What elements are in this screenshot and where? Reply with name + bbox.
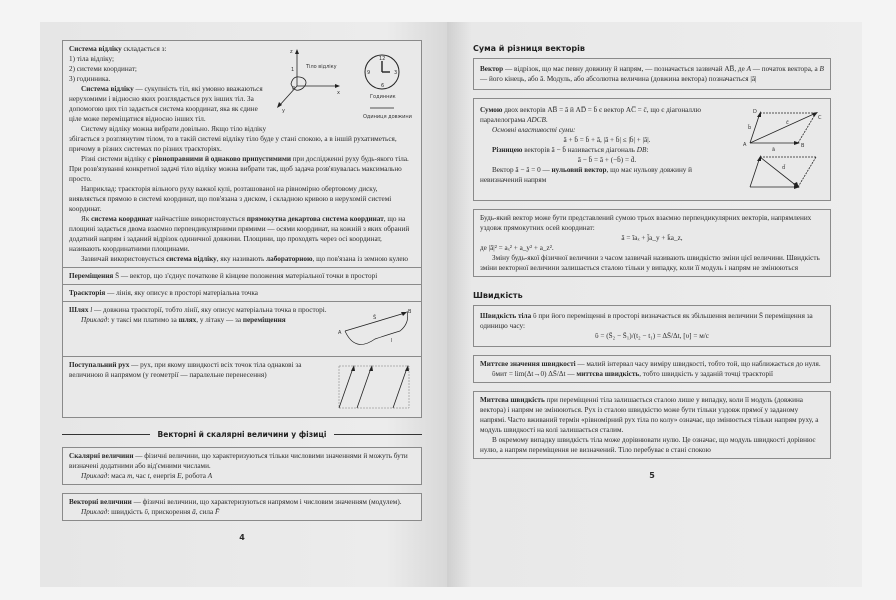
text-run: 1) тіла відліку; bbox=[69, 55, 115, 63]
text-run: Миттєве значення швидкості bbox=[480, 360, 576, 368]
paragraph bbox=[69, 184, 415, 214]
text-run: двох векторів AB̅ = ā й AD̅ = b̄ є вектор AC̅ = c̄, що є діагоналлю паралелограма bbox=[480, 106, 701, 124]
text-run: Приклад bbox=[81, 316, 108, 324]
text-run: Векторні величини bbox=[69, 498, 132, 506]
text-run: A bbox=[207, 472, 213, 480]
text-run: Скалярні величини bbox=[69, 452, 134, 460]
text-run: лабораторною bbox=[266, 255, 313, 263]
text-run: Приклад bbox=[81, 508, 108, 516]
text-run: Систему відліку можна вибрати довільно. Якщо тіло відліку збігається з розглянутим тілом, то в такій системі відліку тіло буде у стані спокою, а в іншій рухатиметься, причому в різних системах по різних траєкторіях. bbox=[69, 125, 397, 153]
paragraph bbox=[69, 154, 415, 184]
paragraph bbox=[480, 243, 824, 253]
paragraph bbox=[480, 359, 824, 369]
text-run: Швидкість тіла bbox=[480, 312, 532, 320]
text-run: : bbox=[646, 146, 649, 154]
text-run: — початок вектора, а bbox=[750, 65, 820, 73]
text-run: , сила bbox=[195, 508, 215, 516]
text-run: , що пов'язана із земною кулею bbox=[312, 255, 408, 263]
text-run: — фізичні величини, що характеризуються напрямом і числовим значенням (модулем). bbox=[131, 498, 402, 506]
text-run: Шлях bbox=[69, 306, 89, 314]
text-run: Зміну будь-якої фізичної величини з часом зазвичай називають швидкістю зміни цієї величини. Швидкість зміни векторної величини залишається сталою тільки у випадку, коли її модуль і напрям не змінюються bbox=[480, 254, 820, 272]
text-run: F̄ bbox=[214, 508, 220, 516]
paragraph bbox=[69, 507, 415, 517]
vector-b-label: b̄ bbox=[748, 125, 752, 131]
text-run: ῡ при його переміщенні в просторі визначається як збільшення величини S̄ переміщення за одиницю часу: bbox=[480, 312, 813, 330]
text-run: 3) годинника. bbox=[69, 75, 111, 83]
text-run: Різні системи відліку є bbox=[81, 155, 153, 163]
text-run: : у таксі ми платимо за bbox=[107, 316, 179, 324]
text-run: ADCB bbox=[527, 116, 546, 124]
paragraph bbox=[480, 331, 824, 341]
text-run: : маса bbox=[107, 472, 128, 480]
text-run: Миттєва швидкість bbox=[480, 396, 545, 404]
section-heading: Векторні й скалярні величини у фізиці bbox=[157, 430, 327, 439]
text-run: , прискорення bbox=[147, 508, 193, 516]
reference-system-box bbox=[62, 40, 422, 268]
text-run: — сукупність тіл, які умовно вважаються нерухомими і відносно яких розглядається рух інших тіл. За допомогою цих тіл задається система координат, яка як єдине ціле може переміщатися відносно інших тіл. bbox=[69, 85, 263, 123]
text-run: S̄ — вектор, що з'єднує початкове й кінцеве положення матеріальної точки в просторі bbox=[113, 272, 378, 280]
text-run: при дослідженні руху будь-якого тіла. При розв'язуванні конкретної задачі тіло відліку можна вибрати так, щоб задача розв'язувалась максимально просто. bbox=[69, 155, 409, 183]
text-run: , у літаку — за bbox=[196, 316, 243, 324]
text-run: 2) системи координат; bbox=[69, 65, 137, 73]
text-run: ā + b̄ = b̄ + ā, |ā + b̄| ≤ |b̄| + |ā|. bbox=[563, 136, 651, 144]
text-run: при переміщенні тіла залишається сталою лише у випадку, коли її модуль (довжина вектора) і напрям не змінюються. Рух із сталою швидкістю може бути тільки уздовж прямої у заданому напрямі. Часто вживаний термін «рівномірний рух тіла по колу» означає, що змінюється тільки напрям руху, а модуль швидкості на колі залишається сталим. bbox=[480, 396, 819, 434]
point-b: B bbox=[408, 309, 412, 315]
x-axis-label: x bbox=[337, 90, 340, 96]
page-number-right: 5 bbox=[649, 471, 655, 480]
clock-label: Годинник bbox=[370, 94, 396, 100]
text-run: — лінія, яку описує в просторі матеріальна точка bbox=[105, 289, 258, 297]
text-run: Як bbox=[81, 215, 92, 223]
point-d: D bbox=[753, 109, 757, 115]
section-rule-right bbox=[334, 434, 422, 435]
text-run: — малий інтервал часу виміру швидкості, тобто той, що наближається до нуля. bbox=[575, 360, 821, 368]
text-run: B bbox=[819, 65, 824, 73]
text-run: , що на площині задається двома взаємно перпендикулярними прямими — осями координат, на кожній з яких обраний додатний напрям і заданий відрізок одиничної довжини. Площини, що проходять через осі координат, називають координатними площинами. bbox=[69, 215, 410, 253]
instant-speed-value-box bbox=[473, 355, 831, 383]
scalar-text bbox=[69, 451, 415, 471]
vector-d-label: d̄ bbox=[782, 165, 786, 171]
displacement-label: S̄ bbox=[373, 315, 377, 321]
text-run: складається з: bbox=[121, 45, 167, 53]
vector-example bbox=[69, 507, 415, 517]
text-run: Вектор ā − ā = 0 — bbox=[492, 166, 552, 174]
text-run: система координат bbox=[91, 215, 153, 223]
text-run: — його кінець, або ā. Модуль, або абсолютна величина (довжина вектора) позначається |ā| bbox=[480, 75, 757, 83]
point-c: C bbox=[818, 115, 822, 121]
text-run: ā = īaₓ + j̄a_y + k̄a_z, bbox=[621, 234, 683, 242]
text-run: : швидкість bbox=[107, 508, 145, 516]
paragraph bbox=[69, 214, 415, 254]
paragraph bbox=[69, 471, 415, 481]
text-run: Сумою bbox=[480, 106, 503, 114]
paragraph bbox=[69, 288, 415, 298]
vector-c-label: c̄ bbox=[786, 120, 789, 126]
paragraph bbox=[69, 124, 415, 154]
unit-length-label: Одиниця довжини bbox=[363, 114, 412, 120]
page-number-left: 4 bbox=[239, 533, 245, 542]
text-run: . bbox=[545, 116, 548, 124]
text-run: m bbox=[127, 472, 133, 480]
coordinate-system-figure bbox=[275, 46, 415, 126]
text-run: переміщення bbox=[242, 316, 286, 324]
text-run: система відліку bbox=[166, 255, 217, 263]
text-run: Система відліку bbox=[81, 85, 134, 93]
trajectory-box bbox=[62, 285, 422, 302]
text-run: — відрізок, що має певну довжину й напрям, — позначається зазвичай AB̅, де bbox=[503, 65, 747, 73]
text-run: — фізичні величини, що характеризуються тільки числовими значеннями й можуть бути визначені додатними або від'ємними числами. bbox=[69, 452, 408, 470]
text-run: , що має нульову довжину й невизначений напрям bbox=[480, 166, 693, 184]
text-run: Переміщення bbox=[69, 272, 114, 280]
text-run: DB bbox=[636, 146, 647, 154]
paragraph bbox=[480, 233, 824, 243]
paragraph bbox=[480, 213, 824, 233]
z-axis-label: z bbox=[290, 49, 293, 55]
origin-label: 0 bbox=[292, 86, 296, 92]
path-figure bbox=[335, 307, 415, 351]
text-run: Будь-який вектор може бути представлений сумою трьох взаємно перпендикулярних векторів, напрямлених уздовж прямокутних осей координат: bbox=[480, 214, 812, 232]
text-run: де |ā|² = aₓ² + a_y² + a_z². bbox=[480, 244, 554, 252]
text-run: E bbox=[177, 472, 182, 480]
paragraph bbox=[480, 64, 824, 84]
clock-6: 6 bbox=[381, 83, 385, 89]
paragraph bbox=[480, 395, 824, 435]
y-axis-label: y bbox=[282, 108, 285, 114]
point-a: A bbox=[338, 330, 342, 336]
text-run: — рух, при якому швидкості всіх точок тіла однакові за величиною й напрямом (у геометрії — паралельне перенесення) bbox=[69, 361, 302, 379]
text-run: нульовий вектор bbox=[551, 166, 607, 174]
vector-quantities-box bbox=[62, 493, 422, 521]
text-run: , час bbox=[132, 472, 148, 480]
translational-motion-box bbox=[62, 357, 422, 418]
paragraph bbox=[69, 271, 415, 281]
point-b: B bbox=[801, 143, 805, 149]
text-run: , робота bbox=[181, 472, 208, 480]
paragraph bbox=[480, 435, 824, 455]
heading-speed: Швидкість bbox=[473, 291, 523, 300]
vector-definition-box bbox=[473, 58, 831, 90]
clock-9: 9 bbox=[367, 70, 371, 76]
text-run: Поступальний рух bbox=[69, 361, 130, 369]
scalar-example bbox=[69, 471, 415, 481]
text-run: Вектор bbox=[480, 65, 504, 73]
paragraph bbox=[69, 254, 415, 264]
text-run: найчастіше використовується bbox=[152, 215, 247, 223]
text-run: Наприклад: траєкторія вільного руху важкої кулі, розташованої на рівномірно обертовому диску, виявляється прямою в системі координат, що пов'язана з диском, і складною кривою в нерухомій системі координат. bbox=[69, 185, 392, 213]
text-run: Зазвичай використовується bbox=[81, 255, 167, 263]
text-run: , енергія bbox=[149, 472, 178, 480]
clock-3: 3 bbox=[394, 70, 398, 76]
text-run: Траєкторія bbox=[69, 289, 106, 297]
text-run: векторів ā − b̄ називається діагональ bbox=[522, 146, 637, 154]
clock-12: 12 bbox=[379, 56, 386, 62]
heading-vector-sum: Сума й різниця векторів bbox=[473, 44, 585, 53]
text-run: t bbox=[147, 472, 150, 480]
paragraph bbox=[480, 311, 824, 331]
section-rule-left bbox=[62, 434, 150, 435]
text-run: Різницею bbox=[492, 146, 523, 154]
text-run: Система відліку bbox=[69, 45, 122, 53]
text-run: прямокутна декартова система координат bbox=[246, 215, 384, 223]
text-run: , тобто швидкість у заданій точці траєкторії bbox=[639, 370, 774, 378]
text-run: , яку називають bbox=[216, 255, 267, 263]
point-a: A bbox=[743, 142, 747, 148]
paragraph bbox=[69, 451, 415, 471]
text-run: — довжина траєкторії, тобто лінії, яку описує матеріальна точка в просторі. bbox=[92, 306, 327, 314]
paragraph bbox=[480, 253, 824, 273]
text-run: ῡ bbox=[144, 508, 148, 516]
text-run: ῡмит = lim(Δt→0) ΔS̄/Δt — bbox=[492, 370, 577, 378]
text-run: A bbox=[746, 65, 751, 73]
text-run: шлях bbox=[178, 316, 197, 324]
translational-figure bbox=[335, 362, 415, 412]
speed-box bbox=[473, 305, 831, 347]
path-box bbox=[62, 302, 422, 357]
paragraph bbox=[69, 497, 415, 507]
unit-mark-label: 1 bbox=[291, 67, 295, 73]
body-label: Тіло відліку bbox=[306, 64, 337, 70]
vector-a-label: ā bbox=[772, 147, 776, 153]
vector-text bbox=[69, 497, 415, 507]
text-run: ῡ = (S̄₂ − S̄₁)/(t₂ − t₁) = ΔS̄/Δt, [υ] = м/с bbox=[595, 332, 709, 340]
right-page bbox=[447, 22, 862, 587]
paragraph bbox=[480, 369, 824, 379]
section-heading-row bbox=[62, 430, 422, 439]
vector-sum-figure bbox=[742, 107, 824, 195]
left-page bbox=[40, 22, 447, 587]
text-run: миттєва швидкість bbox=[576, 370, 640, 378]
vector-decomposition-box bbox=[473, 209, 831, 277]
text-run: Основні властивості суми: bbox=[492, 126, 576, 134]
displacement-box bbox=[62, 268, 422, 285]
text-run: Приклад bbox=[81, 472, 108, 480]
text-run: l bbox=[90, 306, 93, 314]
text-run: ā bbox=[192, 508, 196, 516]
text-run: ā − b̄ = ā + (−b̄) = d̄. bbox=[577, 156, 637, 164]
scalar-quantities-box bbox=[62, 447, 422, 485]
path-length-label: l bbox=[391, 338, 393, 344]
text-run: В окремому випадку швидкість тіла може дорівнювати нулю. Це означає, що модуль швидкості дорівнює нулю, а напрям переміщення не визначений. Тіло перебуває в стані спокою bbox=[480, 436, 816, 454]
instant-speed-box bbox=[473, 391, 831, 459]
text-run: рівноправними й однаково припустимими bbox=[152, 155, 291, 163]
vector-sum-box bbox=[473, 98, 831, 201]
